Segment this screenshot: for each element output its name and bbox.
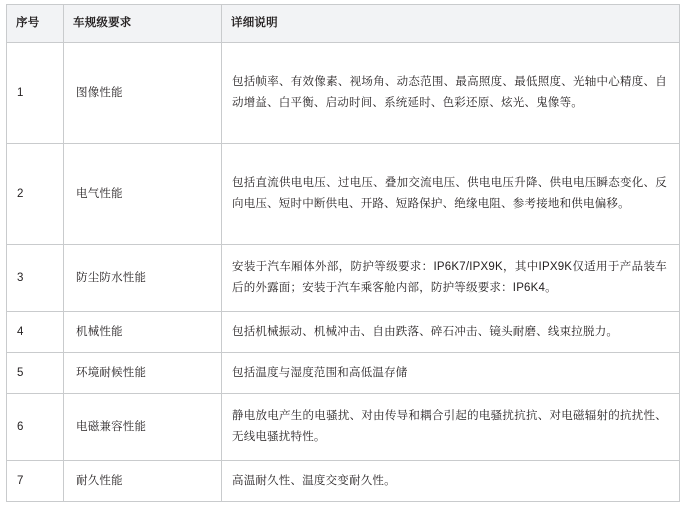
table-row: [7, 245, 680, 312]
cell-requirement: 电气性能: [64, 144, 222, 245]
cell-no: 5: [7, 353, 64, 394]
table-row: [7, 461, 680, 502]
cell-description: 静电放电产生的电骚扰、对由传导和耦合引起的电骚扰抗抗、对电磁辐射的抗扰性、无线电骚扰特性。: [222, 394, 680, 461]
cell-no: 4: [7, 312, 64, 353]
requirements-table: [6, 4, 680, 502]
cell-description: 包括直流供电电压、过电压、叠加交流电压、供电电压升降、供电电压瞬态变化、反向电压、短时中断供电、开路、短路保护、绝缘电阻、参考接地和供电偏移。: [222, 144, 680, 245]
column-header-no: 序号: [7, 5, 64, 43]
cell-description: 包括温度与湿度范围和高低温存储: [222, 353, 680, 394]
cell-no: 1: [7, 43, 64, 144]
cell-requirement: 耐久性能: [64, 461, 222, 502]
cell-requirement: 电磁兼容性能: [64, 394, 222, 461]
cell-description: 包括机械振动、机械冲击、自由跌落、碎石冲击、镜头耐磨、线束拉脱力。: [222, 312, 680, 353]
cell-no: 6: [7, 394, 64, 461]
table-header: [7, 5, 680, 43]
cell-requirement: 图像性能: [64, 43, 222, 144]
table-row: [7, 43, 680, 144]
cell-description: 高温耐久性、温度交变耐久性。: [222, 461, 680, 502]
table-row: [7, 394, 680, 461]
cell-description: 安装于汽车厢体外部，防护等级要求：IP6K7/IPX9K，其中IPX9K仅适用于产品装车后的外露面；安装于汽车乘客舱内部，防护等级要求：IP6K4。: [222, 245, 680, 312]
cell-requirement: 机械性能: [64, 312, 222, 353]
cell-no: 3: [7, 245, 64, 312]
column-header-requirement: 车规级要求: [64, 5, 222, 43]
column-header-description: 详细说明: [222, 5, 680, 43]
cell-requirement: 环境耐候性能: [64, 353, 222, 394]
table-row: [7, 353, 680, 394]
table-row: [7, 312, 680, 353]
table-body: [7, 43, 680, 502]
cell-no: 2: [7, 144, 64, 245]
table-header-row: [7, 5, 680, 43]
table-row: [7, 144, 680, 245]
cell-description: 包括帧率、有效像素、视场角、动态范围、最高照度、最低照度、光轴中心精度、自动增益、白平衡、启动时间、系统延时、色彩还原、炫光、鬼像等。: [222, 43, 680, 144]
cell-no: 7: [7, 461, 64, 502]
cell-requirement: 防尘防水性能: [64, 245, 222, 312]
